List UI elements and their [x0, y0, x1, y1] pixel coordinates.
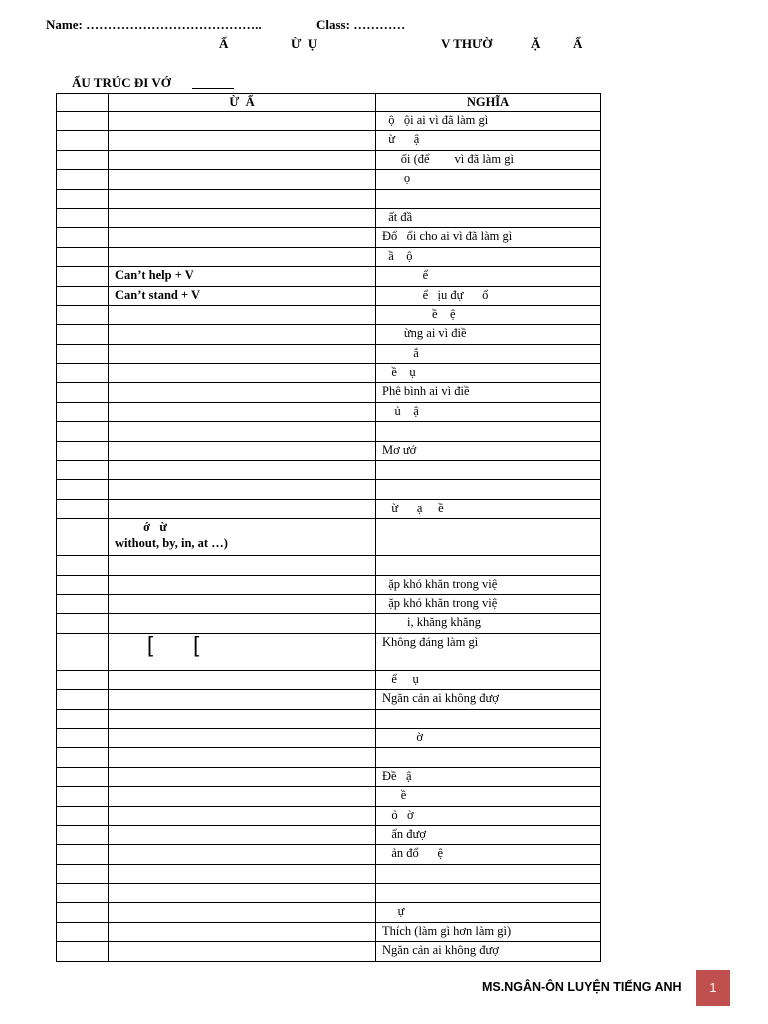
table-row	[57, 767, 601, 786]
bracket-glyph: [	[193, 633, 200, 657]
word-cell	[109, 189, 376, 208]
word-cell	[109, 402, 376, 421]
word-cell	[109, 614, 376, 633]
name-field-label: Name: …………………………………..	[46, 17, 262, 32]
index-cell	[57, 150, 109, 169]
index-cell	[57, 903, 109, 922]
table-row	[57, 884, 601, 903]
meaning-cell: ối (để vì đã làm gì	[376, 150, 601, 169]
meaning-cell	[376, 461, 601, 480]
table-row	[57, 344, 601, 363]
index-cell	[57, 575, 109, 594]
index-cell	[57, 922, 109, 941]
index-cell	[57, 305, 109, 324]
word-cell	[109, 325, 376, 344]
meaning-cell: ề ệ	[376, 305, 601, 324]
column-header-meaning: NGHĨA	[376, 94, 601, 112]
meaning-cell	[376, 519, 601, 556]
title-fragment: Ừ Ụ	[291, 36, 318, 51]
meaning-cell: Mơ ướ	[376, 441, 601, 460]
meaning-cell: ặp khó khăn trong việ	[376, 575, 601, 594]
table-row	[57, 594, 601, 613]
table-row	[57, 825, 601, 844]
meaning-cell: ất đầ	[376, 208, 601, 227]
table-row	[57, 189, 601, 208]
index-cell	[57, 728, 109, 747]
index-cell	[57, 189, 109, 208]
meaning-cell	[376, 748, 601, 767]
word-cell: Can’t stand + V	[109, 286, 376, 305]
word-cell	[109, 305, 376, 324]
index-cell	[57, 767, 109, 786]
table-row	[57, 228, 601, 247]
title-fragment: Ấ	[219, 36, 229, 51]
meaning-cell: ắ	[376, 344, 601, 363]
index-cell	[57, 614, 109, 633]
column-header-index	[57, 94, 109, 112]
meaning-cell: ề	[376, 787, 601, 806]
table-row	[57, 480, 601, 499]
meaning-cell: ẩn đượ	[376, 825, 601, 844]
index-cell	[57, 480, 109, 499]
table-row	[57, 305, 601, 324]
index-cell	[57, 286, 109, 305]
word-cell	[109, 461, 376, 480]
word-cell	[109, 594, 376, 613]
meaning-cell: ọ	[376, 170, 601, 189]
word-cell	[109, 922, 376, 941]
table-row	[57, 614, 601, 633]
word-cell	[109, 690, 376, 709]
table-row	[57, 633, 601, 670]
meaning-cell: Ngăn cản ai không đượ	[376, 942, 601, 961]
table-row	[57, 364, 601, 383]
index-cell	[57, 556, 109, 575]
table-header-row	[57, 94, 601, 112]
index-cell	[57, 131, 109, 150]
table-row	[57, 670, 601, 689]
meaning-cell: Không đáng làm gì	[376, 633, 601, 670]
word-cell	[109, 903, 376, 922]
table-row	[57, 286, 601, 305]
word-cell	[109, 767, 376, 786]
meaning-cell: ặp khó khăn trong việ	[376, 594, 601, 613]
index-cell	[57, 690, 109, 709]
index-cell	[57, 594, 109, 613]
word-cell	[109, 825, 376, 844]
table-body	[57, 112, 601, 962]
word-cell	[109, 344, 376, 363]
meaning-cell: ờ	[376, 728, 601, 747]
index-cell	[57, 402, 109, 421]
table-row	[57, 499, 601, 518]
index-cell	[57, 519, 109, 556]
meaning-cell: ản đổ ệ	[376, 845, 601, 864]
index-cell	[57, 748, 109, 767]
index-cell	[57, 633, 109, 670]
index-cell	[57, 228, 109, 247]
meaning-cell: Phê bình ai vì điề	[376, 383, 601, 402]
word-cell	[109, 845, 376, 864]
meaning-cell: ầ ộ	[376, 247, 601, 266]
meaning-cell: ừng ai vì điề	[376, 325, 601, 344]
word-cell	[109, 228, 376, 247]
table-row	[57, 208, 601, 227]
meaning-cell	[376, 189, 601, 208]
index-cell	[57, 422, 109, 441]
index-cell	[57, 441, 109, 460]
index-cell	[57, 208, 109, 227]
index-cell	[57, 864, 109, 883]
class-field-label: Class: …………	[316, 17, 406, 32]
index-cell	[57, 383, 109, 402]
index-cell	[57, 670, 109, 689]
vocabulary-table	[56, 93, 601, 962]
word-cell	[109, 728, 376, 747]
meaning-cell: Đề ậ	[376, 767, 601, 786]
title-fragment: Ấ	[573, 36, 583, 51]
meaning-cell	[376, 480, 601, 499]
table-row	[57, 748, 601, 767]
meaning-cell: ể ịu đự ổ	[376, 286, 601, 305]
index-cell	[57, 247, 109, 266]
index-cell	[57, 267, 109, 286]
word-cell	[109, 806, 376, 825]
meaning-cell: ể ụ	[376, 670, 601, 689]
index-cell	[57, 364, 109, 383]
word-cell	[109, 670, 376, 689]
table-row	[57, 267, 601, 286]
index-cell	[57, 787, 109, 806]
table-row	[57, 383, 601, 402]
meaning-cell: Thích (làm gì hơn làm gì)	[376, 922, 601, 941]
word-cell	[109, 480, 376, 499]
index-cell	[57, 884, 109, 903]
meaning-cell	[376, 709, 601, 728]
meaning-cell: ự	[376, 903, 601, 922]
meaning-cell: ỏ ờ	[376, 806, 601, 825]
table-row	[57, 112, 601, 131]
meaning-cell	[376, 864, 601, 883]
meaning-cell	[376, 422, 601, 441]
word-cell	[109, 709, 376, 728]
meaning-cell	[376, 556, 601, 575]
meaning-cell: ể	[376, 267, 601, 286]
table-row	[57, 903, 601, 922]
table-row	[57, 942, 601, 961]
meaning-cell: ủ ậ	[376, 402, 601, 421]
column-header-word: Ừ Ấ	[109, 94, 376, 112]
word-cell	[109, 556, 376, 575]
table-row	[57, 325, 601, 344]
table-row	[57, 402, 601, 421]
index-cell	[57, 499, 109, 518]
table-row	[57, 806, 601, 825]
table-row	[57, 150, 601, 169]
title-fragment: Ặ	[531, 36, 541, 51]
table-row	[57, 690, 601, 709]
bracket-glyph: [	[147, 633, 154, 657]
section-title-blank	[192, 88, 234, 89]
word-cell	[109, 131, 376, 150]
word-cell	[109, 112, 376, 131]
table-row	[57, 247, 601, 266]
table-row	[57, 709, 601, 728]
table-row	[57, 922, 601, 941]
section-title: ẤU TRÚC ĐI VỚ	[72, 75, 171, 90]
table-row	[57, 461, 601, 480]
table-row	[57, 170, 601, 189]
table-row	[57, 728, 601, 747]
table-row	[57, 575, 601, 594]
index-cell	[57, 845, 109, 864]
index-cell	[57, 170, 109, 189]
word-cell	[109, 364, 376, 383]
word-cell	[109, 748, 376, 767]
page-number-badge: 1	[696, 970, 730, 1006]
word-cell: ớ ừ without, by, in, at …)	[109, 519, 376, 556]
word-cell	[109, 864, 376, 883]
meaning-cell: i, khăng khăng	[376, 614, 601, 633]
meaning-cell: ừ ạ ề	[376, 499, 601, 518]
index-cell	[57, 344, 109, 363]
title-fragment: V THƯỜ	[441, 36, 493, 51]
index-cell	[57, 461, 109, 480]
table-row	[57, 422, 601, 441]
table-row	[57, 556, 601, 575]
word-cell	[109, 383, 376, 402]
index-cell	[57, 825, 109, 844]
index-cell	[57, 942, 109, 961]
word-cell: Can’t help + V	[109, 267, 376, 286]
index-cell	[57, 709, 109, 728]
table-row	[57, 131, 601, 150]
meaning-cell: ừ ậ	[376, 131, 601, 150]
word-cell	[109, 150, 376, 169]
table-row	[57, 441, 601, 460]
footer-author: MS.NGÂN-ÔN LUYỆN TIẾNG ANH	[482, 980, 682, 994]
table-row	[57, 787, 601, 806]
word-cell	[109, 422, 376, 441]
table-row	[57, 519, 601, 556]
word-cell	[109, 575, 376, 594]
word-cell	[109, 170, 376, 189]
table-row	[57, 845, 601, 864]
word-cell	[109, 499, 376, 518]
word-cell	[109, 787, 376, 806]
meaning-cell: Đổ ổi cho ai vì đã làm gì	[376, 228, 601, 247]
index-cell	[57, 806, 109, 825]
meaning-cell	[376, 884, 601, 903]
table-row	[57, 864, 601, 883]
meaning-cell: Ngăn cản ai không đượ	[376, 690, 601, 709]
word-cell	[109, 884, 376, 903]
word-cell	[109, 441, 376, 460]
meaning-cell: ề ụ	[376, 364, 601, 383]
meaning-cell: ộ ội ai vì đã làm gì	[376, 112, 601, 131]
index-cell	[57, 325, 109, 344]
word-cell	[109, 942, 376, 961]
word-cell	[109, 208, 376, 227]
index-cell	[57, 112, 109, 131]
word-cell	[109, 633, 376, 670]
word-cell	[109, 247, 376, 266]
